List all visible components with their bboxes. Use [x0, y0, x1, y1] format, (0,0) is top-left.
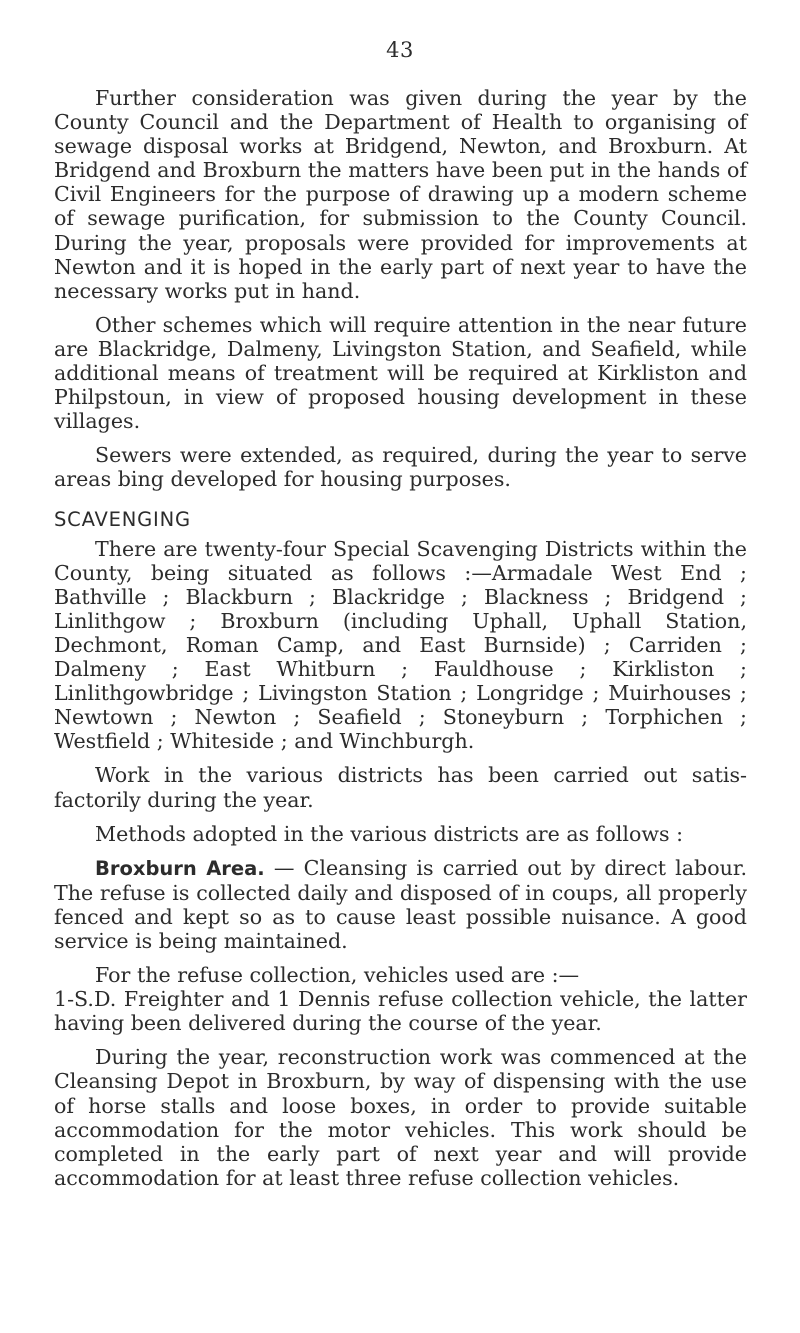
- paragraph-sewers-extended: Sewers were extended, as required, during the year to serve areas bing developed for housing purposes.: [54, 443, 747, 492]
- body-text: [54, 86, 747, 1200]
- paragraph-methods-adopted: Methods adopted in the various districts are as follows :: [95, 821, 684, 846]
- run-in-heading-broxburn-area: Broxburn Area.: [95, 856, 265, 880]
- paragraph-scavenging-districts: There are twenty-four Special Scavenging Districts within the County, being situated as follows :—Armadale West End ; Bathville ; Blackburn ; Blackridge ; Blackness ; Bridgend ; Linlithgow ; Broxburn (including Uphall, Uphall Station, Dechmont, Roman Camp, and East Burnside) ; Carriden ; Dalmeny ; East Whitburn ; Fauldhouse ; Kirkliston ; Linlithgowbridge ; Livingston Station ; Longridge ; Muirhouses ; Newtown ; Newton ; Seafield ; Stoneyburn ; Torphichen ; Westfield ; Whiteside ; and Winchburgh.: [54, 536, 747, 754]
- paragraph-vehicles-used: For the refuse collection, vehicles used are :—: [95, 963, 580, 988]
- section-heading-scavenging: SCAVENGING: [54, 507, 191, 531]
- paragraph-other-schemes: Other schemes which will require attention in the near future are Blackridge, Dalmeny, Livingston Station, and Seafield, while additional means of treatment will be required at Kirkliston and Philpstoun, in view of proposed housing development in these villages.: [54, 312, 747, 434]
- paragraph-vehicle-list: 1-S.D. Freighter and 1 Dennis refuse collection vehicle, the latter having been delivered during the course of the year.: [54, 987, 747, 1036]
- paragraph-broxburn-area: [54, 856, 747, 953]
- page-number: 43: [386, 38, 414, 62]
- paragraph-sewage-disposal: Further consideration was given during the year by the County Council and the Department of Health to organising of sewage disposal works at Bridgend, Newton, and Broxburn. At Bridgend and Broxburn the matters have been put in the hands of Civil Engineers for the purpose of drawing up a modern scheme of sewage purification, for submission to the County Council. During the year, proposals were provided for improvements at Newton and it is hoped in the early part of next year to have the necessary works put in hand.: [54, 86, 747, 303]
- paragraph-work-carried-out: Work in the various districts has been carried out satisfactorily during the year.: [54, 763, 747, 812]
- paragraph-reconstruction-work: During the year, reconstruction work was commenced at the Cleansing Depot in Broxburn, by way of dispensing with the use of horse stalls and loose boxes, in order to provide suitable accommodation for the motor vehicles. This work should be completed in the early part of next year and will provide accommodation for at least three refuse collection vehicles.: [54, 1045, 747, 1190]
- broxburn-area-text: — Cleansing is carried out by direct labour. The refuse is collected daily and disposed of in coups, all properly fenced and kept so as to cause least possible nuisance. A good service is being maintained.: [54, 855, 747, 953]
